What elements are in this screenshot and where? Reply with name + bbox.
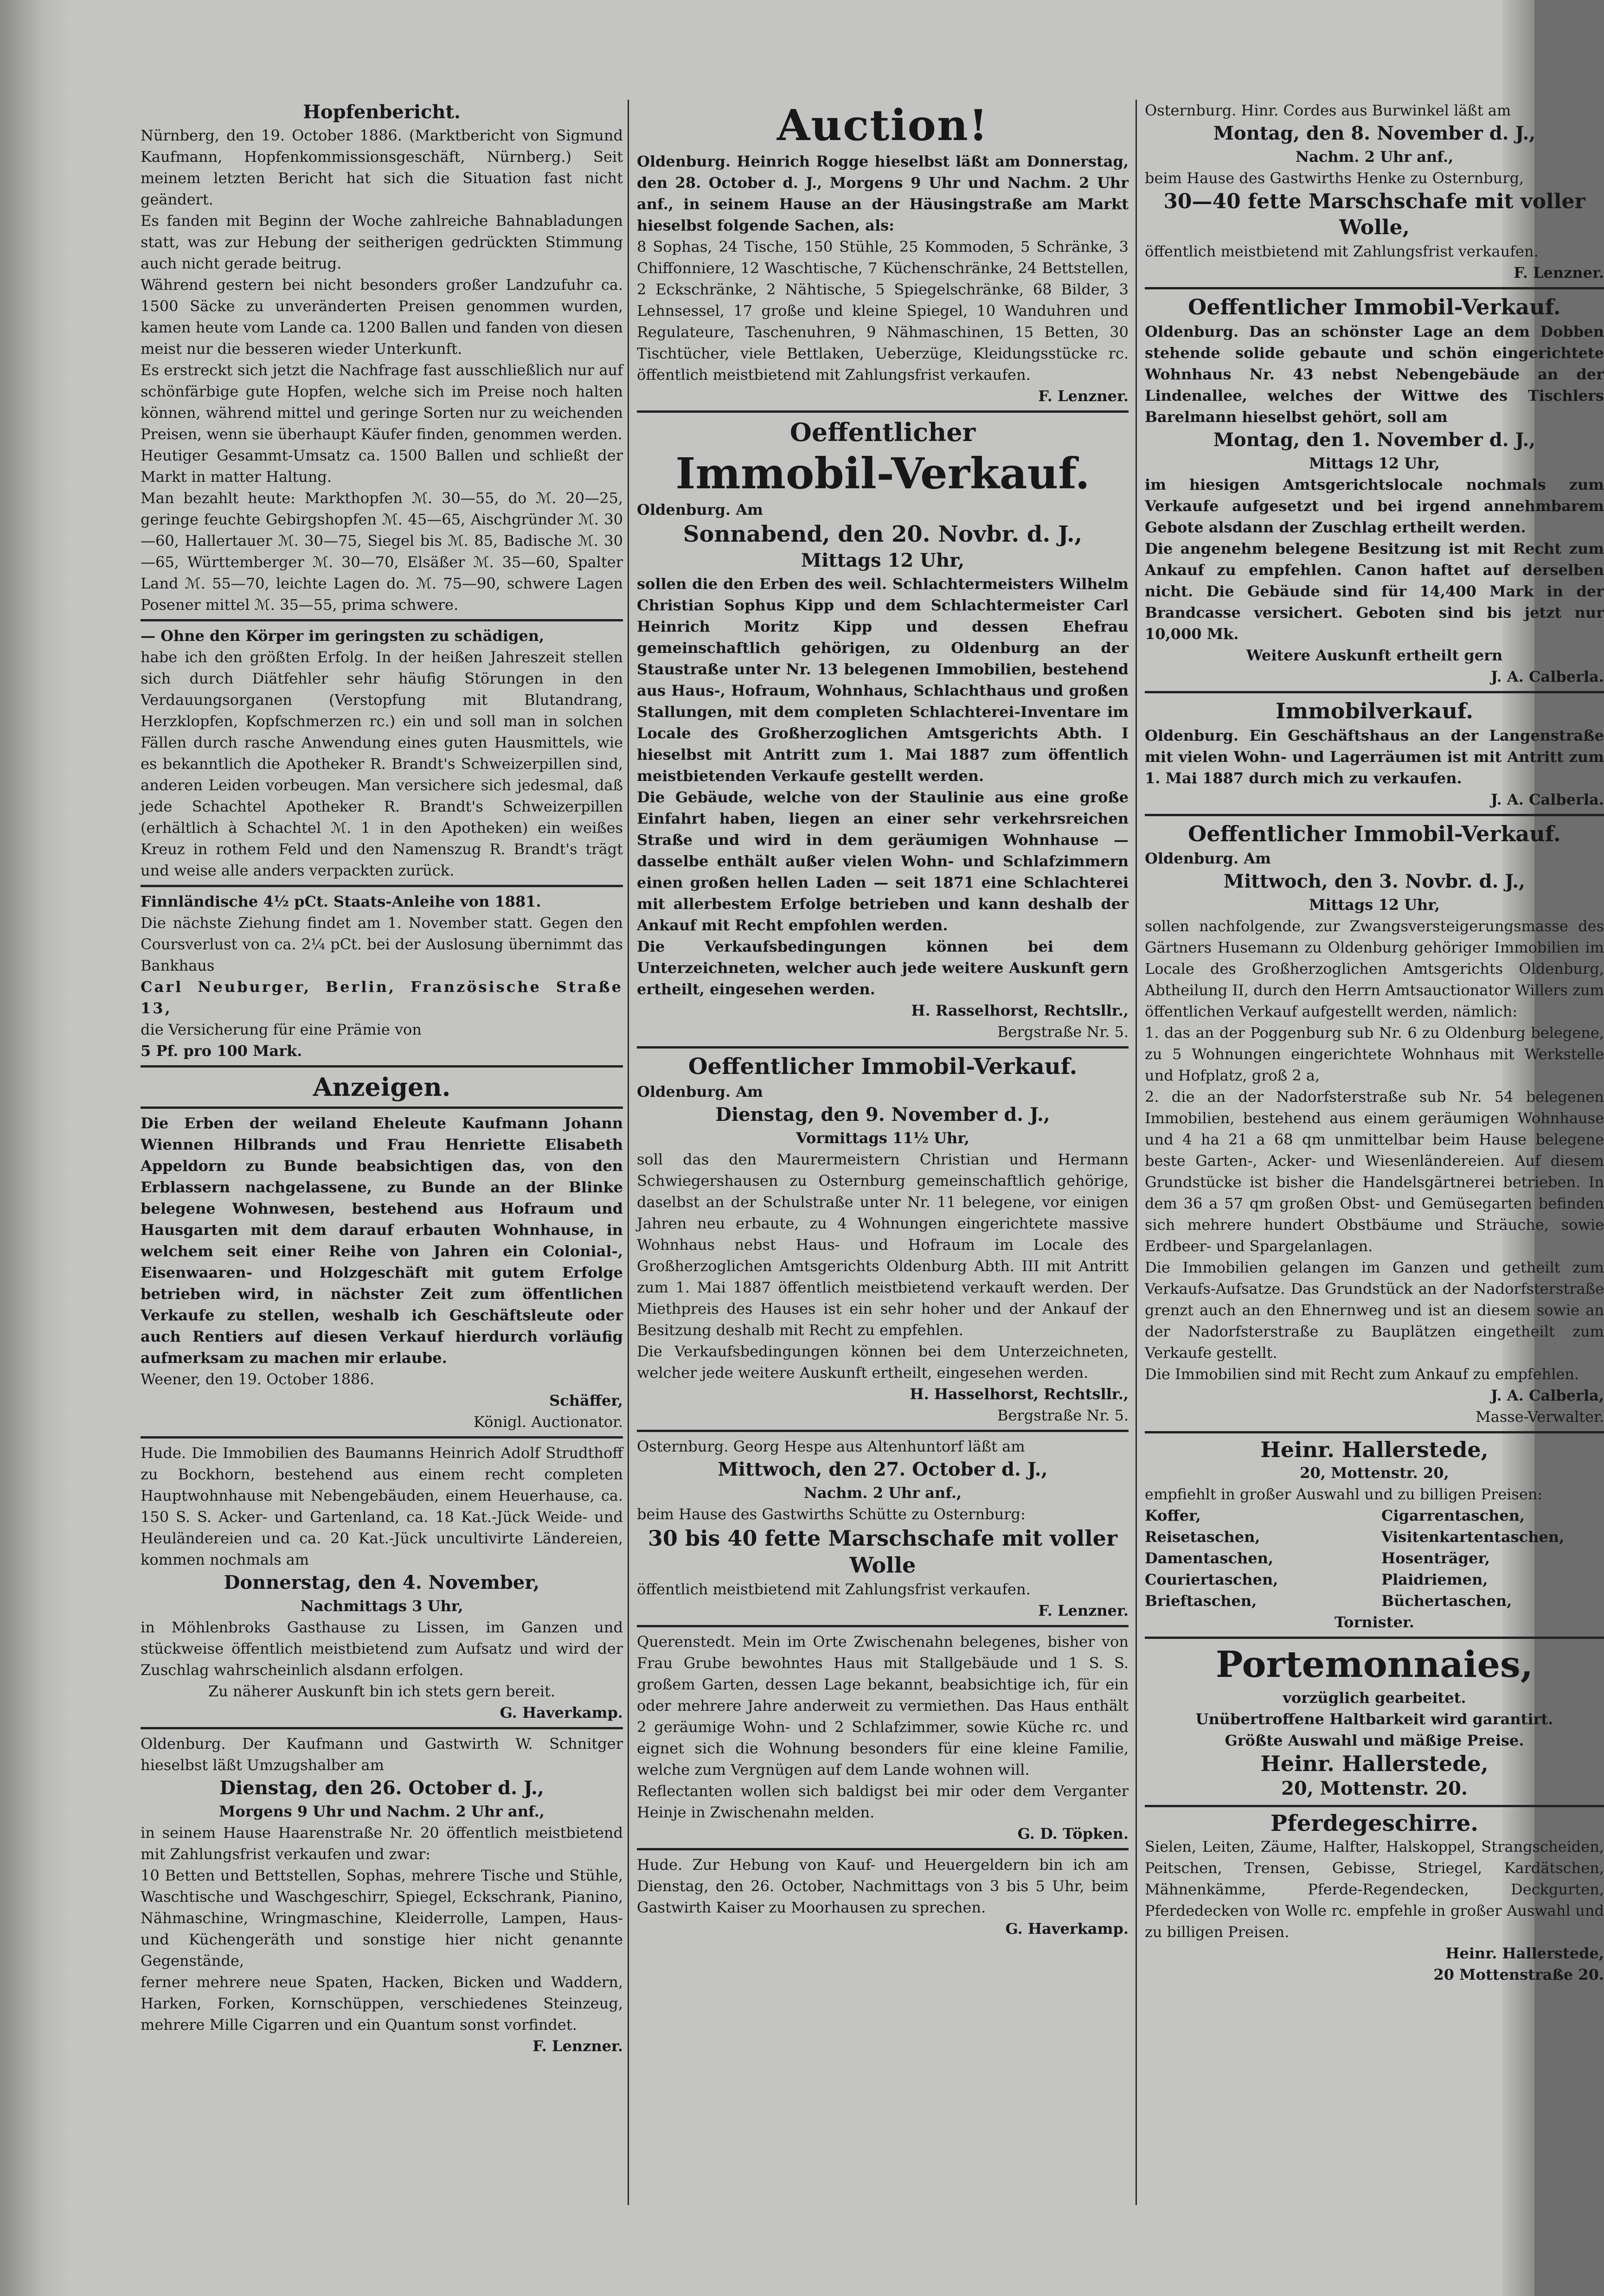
items: 8 Sophas, 24 Tische, 150 Stühle, 25 Kommoden, 5 Schränke, 3 Chiffonniere, 12 Waschtische, 7 Küchenschränke, 24 Bettstellen, 2 Eckschränke, 2 Nähtische, 5 Spiegelschränke, 68 Bilder, 3 Lehnsessel, 17 große und kleine Spiegel, 10 Wanduhren und Regulateure, Taschenuhren, 9 Nähmaschinen, 15 Betten, 30 Tischtücher, viele Bettlaken, Ueberzüge, Kleidungsstücke rc. öffentlich meistbietend mit Zahlungsfrist verkaufen. <box>637 238 1129 384</box>
list-item: Tornister. <box>1335 1613 1414 1631</box>
lead: — Ohne den Körper im geringsten zu schädigen, <box>141 627 545 645</box>
ad-husemann <box>1145 814 1604 1427</box>
name: Heinr. Hallerstede, <box>1260 1751 1489 1776</box>
ad-barelmann <box>1145 287 1604 687</box>
paragraph: empfiehlt in großer Auswahl und zu billigen Preisen: <box>1145 1485 1543 1503</box>
date: Montag, den 1. November d. J., <box>1213 429 1536 451</box>
subheading: vorzüglich gearbeitet. <box>1283 1689 1466 1707</box>
paragraph: Oldenburg. Ein Geschäftshaus an der Langenstraße mit vielen Wohn- und Lagerräumen ist mit Antritt zum 1. Mai 1887 durch mich zu verkaufen. <box>1145 727 1604 787</box>
line: Größte Auswahl und mäßige Preise. <box>1225 1732 1524 1749</box>
ad-portemonnaies <box>1145 1637 1604 1801</box>
items: 10 Betten und Bettstellen, Sophas, mehrere Tische und Stühle, Waschtische und Waschgeschirr, Spiegel, Eckschrank, Pianino, Nähmaschine, Wringmaschine, Kleiderrolle, Lampen, Haus- und Küchengeräth und sonstige hier nicht genannte Gegenstände, <box>141 1867 623 1970</box>
signature: H. Hasselhorst, Rechtsllr., <box>910 1385 1129 1403</box>
place: Oldenburg. Am <box>637 501 763 518</box>
paragraph: Hude. Die Immobilien des Baumanns Heinrich Adolf Strudthoff zu Bockhorn, bestehend aus einem recht completen Hauptwohnhause mit Nebengebäuden, einem Heuerhause, ca. 150 S. S. Acker- und Gartenland, ca. 18 Kat.-Jück Weide- und Heuländereien und ca. 20 Kat.-Jück uncultivirte Ländereien, kommen nochmals am <box>141 1444 623 1568</box>
date: Dienstag, den 26. October d. J., <box>219 1777 544 1799</box>
list-item: Brieftaschen, <box>1145 1592 1257 1610</box>
signature: F. Lenzner. <box>1038 1602 1129 1619</box>
ad-hespe <box>637 1430 1129 1621</box>
list-item: 2. die an der Nadorfsterstraße sub Nr. 54 belegenen Immobilien, bestehend aus einem geräumigen Wohnhause und 4 ha 21 a 68 qm unmittelbar beim Hause belegene beste Garten-, Acker- und Wiesenländereien. Auf diesem Grundstücke ist bisher die Handelsgärtnerei betrieben. In dem 36 a 57 qm großen Obst- und Gemüsegarten befinden sich mehrere hundert Obstbäume und Sträuche, sowie Erdbeer- und Spargelanlagen. <box>1145 1088 1604 1255</box>
paragraph: Die Erben der weiland Eheleute Kaufmann Johann Wiennen Hilbrands und Frau Henriette Elisabeth Appeldorn zu Bunde beabsichtigen das, von den Erblassern nachgelassene, zu Bunde an der Blinke belegene Wohnwesen, bestehend aus Hofraum und Hausgarten mit dem darauf erbauten Wohnhause, in welchem seit einer Reihe von Jahren ein Colonial-, Eisenwaaren- und Holzgeschäft mit gutem Erfolge betrieben wird, in nächster Zeit zum öffentlichen Verkaufe zu stellen, weshalb ich Geschäftsleute oder auch Rentiers auf diesen Verkauf hierdurch vorläufig aufmerksam zu machen mir erlaube. <box>141 1114 623 1367</box>
heading-large: Immobil-Verkauf. <box>675 448 1090 499</box>
paragraph: Die Gebäude, welche von der Staulinie aus eine große Einfahrt haben, liegen an einer sehr verkehrsreichen Straße und wird in dem geräumigen Wohnhause — dasselbe enthält außer vielen Wohn- und Schlafzimmern einen großen hellen Laden — seit 1871 eine Schlachterei mit allerbestem Erfolge betrieben und kann deshalb der Ankauf mit Recht empfohlen werden. <box>637 788 1129 934</box>
paragraph: öffentlich meistbietend mit Zahlungsfrist verkaufen. <box>637 1580 1031 1598</box>
paragraph: Man bezahlt heute: Markthopfen ℳ. 30—55, do ℳ. 20—25, geringe feuchte Gebirgshopfen ℳ. 45—65, Aischgründer ℳ. 30—60, Hallertauer ℳ. 30—75, Siegel bis ℳ. 85, Badische ℳ. 30—65, Württemberger ℳ. 30—70, Elsäßer ℳ. 35—60, Spalter Land ℳ. 55—70, leichte Lagen do. ℳ. 75—90, schwere Lagen Posener mittel ℳ. 35—55, prima schwere. <box>141 489 623 614</box>
ad-kipp <box>637 410 1129 1042</box>
paragraph: Nürnberg, den 19. October 1886. (Marktbericht von Sigmund Kaufmann, Hopfenkommissionsgeschäft, Nürnberg.) Seit meinem letzten Bericht hat sich die Situation fast nicht geändert. <box>141 127 623 208</box>
signature: J. A. Calberla. <box>1490 791 1604 808</box>
time: Nachm. 2 Uhr anf., <box>1295 148 1454 166</box>
time: Nachm. 2 Uhr anf., <box>803 1484 962 1502</box>
signature: J. A. Calberla, <box>1490 1387 1604 1404</box>
paragraph: Die Verkaufsbedingungen können bei dem Unterzeichneten, welcher auch jede weitere Auskunft gern ertheilt, eingesehen werden. <box>637 938 1129 998</box>
note: Zu näherer Auskunft bin ich stets gern bereit. <box>208 1682 556 1700</box>
signature-title: Masse-Verwalter. <box>1476 1408 1604 1426</box>
signature-address: Bergstraße Nr. 5. <box>997 1407 1129 1424</box>
paragraph: Die angenehm belegene Besitzung ist mit Recht zum Ankauf zu empfehlen. Canon haftet auf derselben nicht. Die Gebäude sind für 14,400 Mark in der Brandcasse versichert. Geboten sind bis jetzt nur 10,000 Mk. <box>1145 540 1604 643</box>
signature: H. Rasselhorst, Rechtsllr., <box>911 1002 1129 1019</box>
note: Weitere Auskunft ertheilt gern <box>1246 646 1503 664</box>
column-3 <box>1145 100 1604 1985</box>
ad-hopfenbericht <box>141 100 623 615</box>
address: 20, Mottenstr. 20. <box>1281 1778 1468 1799</box>
heading: Oeffentlicher Immobil-Verkauf. <box>688 1054 1078 1080</box>
paragraph: Die Immobilien sind mit Recht zum Ankauf zu empfehlen. <box>1145 1365 1579 1383</box>
ad-toepken <box>637 1625 1129 1844</box>
list-item: Couriertaschen, <box>1145 1571 1278 1588</box>
product-list <box>1145 1505 1604 1612</box>
column-1 <box>141 100 623 2057</box>
time: Mittags 12 Uhr, <box>801 550 965 571</box>
headline: 30—40 fette Marschschafe mit voller Wolle, <box>1163 190 1585 239</box>
line: Unübertroffene Haltbarkeit wird garantirt. <box>1195 1710 1553 1728</box>
list-item: Cigarrentaschen, <box>1381 1507 1525 1524</box>
column-2 <box>637 100 1129 1939</box>
paragraph: sollen die den Erben des weil. Schlachtermeisters Wilhelm Christian Sophus Kipp und dem Schlachtermeister Carl Heinrich Moritz Kipp und dessen Ehefrau gemeinschaftlich gehörigen, zu Oldenburg an der Staustraße unter Nr. 13 belegenen Immobilien, bestehend aus Haus-, Hofraum, Wohnhaus, Schlachthaus und großen Stallungen, mit dem completen Schlachterei-Inventare im Locale des Großherzoglichen Amtsgerichts Abth. I hieselbst mit Antritt zum 1. Mai 1887 zum öffentlich meistbietenden Verkaufe gestellt werden. <box>637 575 1129 785</box>
items: ferner mehrere neue Spaten, Hacken, Bicken und Waddern, Harken, Forken, Kornschüppen, verschiedenes Steinzeug, mehrere Mille Cigarren und ein Quantum sonst vorfindet. <box>141 1973 623 2034</box>
heading: Auction! <box>776 100 989 150</box>
date: Dienstag, den 9. November d. J., <box>715 1104 1050 1126</box>
signature-title: Königl. Auctionator. <box>474 1413 623 1431</box>
paragraph: Während gestern bei nicht besonders großer Landzufuhr ca. 1500 Säcke zu unveränderten Preisen genommen wurden, kamen heute vom Lande ca. 1200 Ballen und fanden von diesen meist nur die besseren wieder Unterkunft. <box>141 276 623 358</box>
place-date: Weener, den 19. October 1886. <box>141 1370 374 1388</box>
time: Nachmittags 3 Uhr, <box>300 1597 463 1615</box>
ad-geschaeftshaus <box>1145 691 1604 810</box>
paragraph: Oldenburg. Der Kaufmann und Gastwirth W. Schnitger hieselbst läßt Umzugshalber am <box>141 1735 623 1774</box>
signature: G. Haverkamp. <box>500 1704 623 1721</box>
product-list-left <box>1145 1505 1367 1612</box>
paragraph: Osternburg. Georg Hespe aus Altenhuntorf läßt am <box>637 1438 1025 1455</box>
ad-strudthoff <box>141 1436 623 1723</box>
lead: Finnländische 4½ pCt. Staats-Anleihe von 1881. <box>141 893 541 910</box>
ad-schweizerpillen <box>141 619 623 881</box>
ad-schnitger <box>141 1727 623 2057</box>
paragraph: beim Hause des Gastwirths Henke zu Osternburg, <box>1145 169 1524 187</box>
ad-hilbrands <box>141 1106 623 1433</box>
ad-hallerstede-taschen <box>1145 1431 1604 1633</box>
address: 20, Mottenstr. 20, <box>1300 1464 1449 1482</box>
list-item: Koffer, <box>1145 1507 1201 1524</box>
signature-address: 20 Mottenstraße 20. <box>1433 1966 1604 1983</box>
bank-name: Carl Neuburger, Berlin, Französische Straße 13, <box>141 978 623 1017</box>
list-item: 1. das an der Poggenburg sub Nr. 6 zu Oldenburg belegene, zu 5 Wohnungen eingerichtete Wohnhaus mit Werkstelle und Hofplatz, groß 2 a, <box>1145 1024 1604 1084</box>
time: Mittags 12 Uhr, <box>1309 454 1440 472</box>
section-anzeigen <box>141 1065 623 1103</box>
paragraph: die Versicherung für eine Prämie von <box>141 1021 422 1038</box>
column-rule-1 <box>628 100 629 2205</box>
ad-auction <box>637 100 1129 407</box>
list-item: Reisetaschen, <box>1145 1528 1260 1546</box>
heading: Portemonnaies, <box>1215 1644 1533 1686</box>
list-item: Damentaschen, <box>1145 1549 1274 1567</box>
signature: Schäffer, <box>549 1392 623 1409</box>
paragraph: Oldenburg. Das an schönster Lage an dem Dobben stehende solide gebaute und schön eingerichtete Wohnhaus Nr. 43 nebst Nebengebäude an der Lindenallee, welches der Wittwe des Tischlers Barelmann hieselbst gehört, soll am <box>1145 323 1604 426</box>
heading: Heinr. Hallerstede, <box>1260 1437 1489 1462</box>
paragraph: Hude. Zur Hebung von Kauf- und Heuergeldern bin ich am Dienstag, den 26. October, Nachmittags von 3 bis 5 Uhr, beim Gastwirth Kaiser zu Moorhausen zu sprechen. <box>637 1856 1129 1916</box>
paragraph: Reflectanten wollen sich baldigst bei mir oder dem Verganter Heinje in Zwischenahn melden. <box>637 1782 1129 1821</box>
newspaper-page <box>69 0 1604 2296</box>
signature: F. Lenzner. <box>1514 264 1604 281</box>
signature: F. Lenzner. <box>533 2037 623 2055</box>
ad-schwiegershausen <box>637 1046 1129 1426</box>
signature-address: Bergstraße Nr. 5. <box>997 1023 1129 1041</box>
paragraph: Die nächste Ziehung findet am 1. November statt. Gegen den Coursverlust von ca. 2¼ pCt. bei der Auslosung übernimmt das Bankhaus <box>141 914 623 974</box>
place: Oldenburg. Am <box>1145 850 1271 867</box>
time: Vormittags 11½ Uhr, <box>796 1129 969 1147</box>
paragraph: öffentlich meistbietend mit Zahlungsfrist verkaufen. <box>1145 243 1539 260</box>
signature: F. Lenzner. <box>1038 387 1129 405</box>
column-rule-2 <box>1136 100 1137 2205</box>
paragraph: in seinem Hause Haarenstraße Nr. 20 öffentlich meistbietend mit Zahlungsfrist verkaufen und zwar: <box>141 1824 623 1863</box>
paragraph: Sielen, Leiten, Zäume, Halfter, Halskoppel, Strangscheiden, Peitschen, Trensen, Gebisse, Striegel, Kardätschen, Mähnenkämme, Pferde-Regendecken, Deckgurten, Pferdedecken von Wolle rc. empfehle in großer Auswahl und zu billigen Preisen. <box>1145 1838 1604 1941</box>
paragraph: beim Hause des Gastwirths Schütte zu Osternburg: <box>637 1505 1026 1523</box>
signature: Heinr. Hallerstede, <box>1445 1944 1604 1962</box>
paragraph: sollen nachfolgende, zur Zwangsversteigerungsmasse des Gärtners Husemann zu Oldenburg gehöriger Immobilien im Locale des Großherzoglichen Amtsgerichts Oldenburg, Abtheilung II, durch den Herrn Amtsauctionator Willers zum öffentlichen Verkauf aufgestellt werden, nämlich: <box>1145 917 1604 1020</box>
place: Oldenburg. Am <box>637 1083 763 1100</box>
heading: Oeffentlicher Immobil-Verkauf. <box>1188 821 1561 846</box>
paragraph: soll das den Maurermeistern Christian und Hermann Schwiegershausen zu Osternburg gemeinschaftlich gehörige, daselbst an der Schulstraße unter Nr. 11 belegene, vor einigen Jahren neu erbaute, zu 4 Wohnungen eingerichtete massive Wohnhaus nebst Haus- und Hofraum im Locale des Großherzoglichen Amtsgerichts Oldenburg Abth. III mit Antritt zum 1. Mai 1887 öffentlich meistbietend verkauft werden. Der Miethpreis des Hauses ist ein sehr hoher und der Ankauf der Besitzung deshalb mit Recht zu empfehlen. <box>637 1151 1129 1339</box>
paragraph: Heutiger Gesammt-Umsatz ca. 1500 Ballen und schließt der Markt in matter Haltung. <box>141 447 623 486</box>
paragraph: Osternburg. Hinr. Cordes aus Burwinkel läßt am <box>1145 102 1511 119</box>
paragraph: in Möhlenbroks Gasthause zu Lissen, im Ganzen und stückweise öffentlich meistbietend zum Aufsatz und wird der Zuschlag wahrscheinlich alsdann erfolgen. <box>141 1618 623 1679</box>
heading: Pferdegeschirre. <box>1270 1810 1478 1836</box>
date: Mittwoch, den 27. October d. J., <box>718 1458 1048 1480</box>
headline: 30 bis 40 fette Marschschafe mit voller Wolle <box>648 1526 1118 1578</box>
signature: J. A. Calberla. <box>1490 668 1604 685</box>
heading: Hopfenbericht. <box>303 101 461 123</box>
heading: Oeffentlicher Immobil-Verkauf. <box>1188 294 1561 320</box>
date: Sonnabend, den 20. Novbr. d. J., <box>683 521 1083 547</box>
signature: G. Haverkamp. <box>1005 1920 1129 1938</box>
ad-haverkamp <box>637 1848 1129 1939</box>
paragraph: Die Immobilien gelangen im Ganzen und getheilt zum Verkaufs-Aufsatze. Das Grundstück an der Nadorfsterstraße grenzt auch an den Ehnernweg und ist an diesem sowie an der Nadorfsterstraße zu Bauplätzen eingetheilt zum Verkaufe gestellt. <box>1145 1259 1604 1362</box>
premium: 5 Pf. pro 100 Mark. <box>141 1042 302 1060</box>
date: Montag, den 8. November d. J., <box>1213 122 1536 144</box>
paragraph: habe ich den größten Erfolg. In der heißen Jahreszeit stellen sich durch Diätfehler sehr häufig Störungen in den Verdauungsorganen (Verstopfung mit Blutandrang, Herzklopfen, Kopfschmerzen rc.) ein und soll man in solchen Fällen durch rasche Anwendung eines guten Hausmittels, wie es bekanntlich die Apotheker R. Brandt's Schweizerpillen sind, anderen Leiden vorbeugen. Man versichere sich jedesmal, daß jede Schachtel Apotheker R. Brandt's Schweizerpillen (erhältlich à Schachtel ℳ. 1 in den Apotheken) ein weißes Kreuz in rothem Feld und den Namenszug R. Brandt's trägt und weise alle anders verpackten zurück. <box>141 648 623 879</box>
section-title: Anzeigen. <box>313 1072 451 1102</box>
paragraph: Die Verkaufsbedingungen können bei dem Unterzeichneten, welcher jede weitere Auskunft ertheilt, eingesehen werden. <box>637 1343 1129 1381</box>
date: Mittwoch, den 3. Novbr. d. J., <box>1223 870 1526 892</box>
paragraph: Oldenburg. Heinrich Rogge hieselbst läßt am Donnerstag, den 28. October d. J., Morgens 9 Uhr und Nachm. 2 Uhr anf., in seinem Hause an der Häusingstraße am Markt hieselbst folgende Sachen, als: <box>637 153 1129 234</box>
paragraph: Es fanden mit Beginn der Woche zahlreiche Bahnabladungen statt, was zur Hebung der seitherigen gedrückten Stimmung auch nicht gerade beitrug. <box>141 212 623 272</box>
list-item: Visitenkartentaschen, <box>1381 1528 1565 1546</box>
page-binding <box>0 0 69 2296</box>
paragraph: im hiesigen Amtsgerichtslocale nochmals zum Verkaufe aufgesetzt und bei irgend annehmbarem Gebote alsdann der Zuschlag ertheilt werden. <box>1145 476 1604 536</box>
paragraph: Es erstreckt sich jetzt die Nachfrage fast ausschließlich nur auf schönfärbige gute Hopfen, welche sich im Preise noch halten können, während mittel und geringe Sorten nur zu weichenden Preisen, wenn sie überhaupt Käufer finden, genommen werden. <box>141 361 623 443</box>
heading: Oeffentlicher <box>789 417 976 447</box>
list-item: Plaidriemen, <box>1381 1571 1488 1588</box>
ad-pferdegeschirre <box>1145 1805 1604 1985</box>
heading: Immobilverkauf. <box>1275 698 1474 723</box>
paragraph: Querenstedt. Mein im Orte Zwischenahn belegenes, bisher von Frau Grube bewohntes Haus mit Stallgebäude und 1 S. S. großem Garten, dessen Lage bekannt, beabsichtige ich, für ein oder mehrere Jahre anderweit zu vermiethen. Das Haus enthält 2 geräumige Wohn- und 2 Schlafzimmer, sowie Küche rc. und eignet sich die Wohnung besonders für eine kleine Familie, welche zum Vergnügen auf dem Lande wohnen will. <box>637 1633 1129 1778</box>
ad-staatsanleihe <box>141 885 623 1062</box>
signature: G. D. Töpken. <box>1017 1825 1129 1842</box>
time: Mittags 12 Uhr, <box>1309 896 1440 914</box>
product-list-right <box>1381 1505 1604 1612</box>
list-item: Büchertaschen, <box>1381 1592 1512 1610</box>
ad-cordes <box>1145 100 1604 283</box>
date: Donnerstag, den 4. November, <box>224 1572 540 1593</box>
list-item: Hosenträger, <box>1381 1549 1490 1567</box>
time: Morgens 9 Uhr und Nachm. 2 Uhr anf., <box>219 1803 545 1820</box>
